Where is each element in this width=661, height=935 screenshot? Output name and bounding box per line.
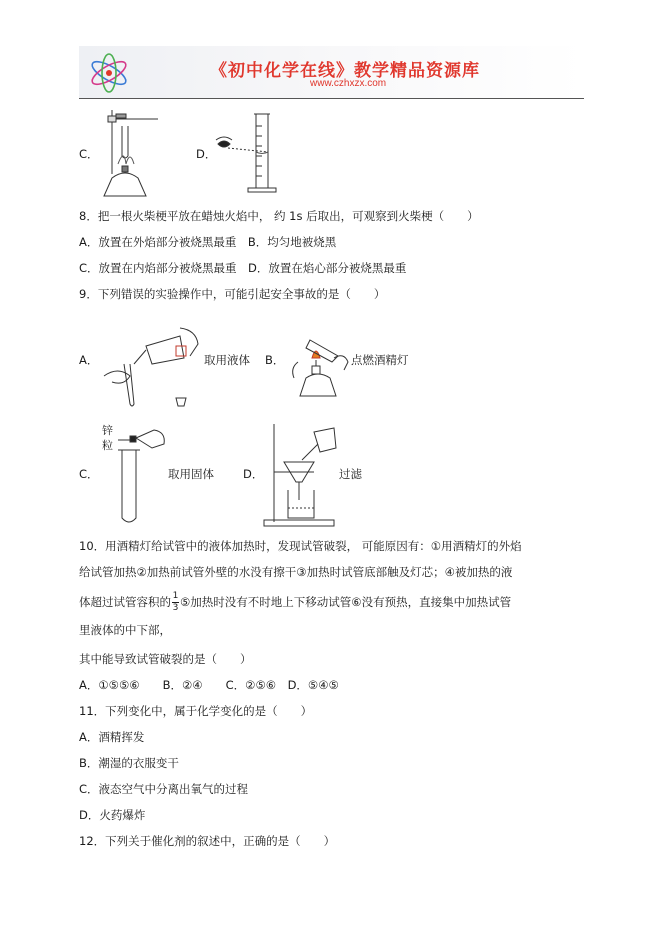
- q9-stem: 9．下列错误的实验操作中，可能引起安全事故的是（ ）: [79, 287, 386, 301]
- q8-stem: 8．把一根火柴梗平放在蜡烛火焰中， 约 1s 后取出，可观察到火柴梗（ ）: [79, 209, 479, 223]
- q11-option-c: C．液态空气中分离出氧气的过程: [79, 782, 249, 796]
- q10-line5: 其中能导致试管破裂的是（ ）: [79, 652, 252, 666]
- one-third-fraction: [172, 592, 179, 613]
- q11-option-d: D．火药爆炸: [79, 808, 146, 822]
- filtration-setup-figure: [262, 418, 340, 528]
- adding-solid-figure: [114, 422, 170, 526]
- q10-line3-pre: 体超过试管容积的: [79, 595, 171, 609]
- q9-label-a: 取用液体: [204, 353, 250, 367]
- q9-option-a: A．: [79, 353, 99, 367]
- zinc-label-2: 粒: [102, 439, 113, 452]
- lighting-alcohol-lamp-figure: [286, 322, 352, 402]
- q9-option-d: D．: [243, 467, 264, 481]
- q10-line3: [79, 592, 511, 613]
- q11-stem: 11．下列变化中，属于化学变化的是（ ）: [79, 704, 313, 718]
- q10-options: A．①⑤⑤⑥ B．②④ C．②⑤⑥ D．⑤④⑤: [79, 678, 339, 692]
- site-url: www.czhxzx.com: [310, 78, 387, 89]
- q8-options-row2: C．放置在内焰部分被烧黑最重 D．放置在焰心部分被烧黑最重: [79, 261, 407, 275]
- atom-logo-icon: [88, 52, 130, 94]
- graduated-cylinder-reading-figure: [214, 108, 294, 194]
- zinc-label-1: 锌: [102, 424, 113, 437]
- q7-option-c: C．: [79, 147, 99, 161]
- q10-line3-post: ⑤加热时没有不时地上下移动试管⑥没有预热，直接集中加热试管: [180, 595, 512, 609]
- q10-line1: 10．用酒精灯给试管中的液体加热时，发现试管破裂， 可能原因有：①用酒精灯的外焰: [79, 539, 522, 553]
- site-title: 《初中化学在线》教学精品资源库: [210, 61, 480, 81]
- pouring-liquid-figure: [100, 316, 204, 410]
- q9-option-b: B．: [265, 353, 285, 367]
- heating-apparatus-figure: [98, 104, 188, 200]
- q9-label-d: 过滤: [339, 467, 362, 481]
- q10-line4: 里液体的中下部，: [79, 623, 171, 637]
- fraction-numerator: 1: [172, 591, 179, 601]
- q9-option-c: C．: [79, 467, 99, 481]
- q9-label-c: 取用固体: [168, 467, 214, 481]
- q10-line2: 给试管加热②加热前试管外壁的水没有擦干③加热时试管底部触及灯芯；④被加热的液: [79, 565, 513, 579]
- q12-stem: 12．下列关于催化剂的叙述中，正确的是（ ）: [79, 834, 336, 848]
- fraction-denominator: 3: [172, 603, 179, 613]
- header-divider: [79, 98, 584, 99]
- q11-option-a: A．酒精挥发: [79, 730, 145, 744]
- q11-option-b: B．潮湿的衣服变干: [79, 756, 179, 770]
- q7-option-d: D．: [196, 147, 217, 161]
- q8-options-row1: A．放置在外焰部分被烧黑最重 B．均匀地被烧黑: [79, 235, 337, 249]
- q9-label-b: 点燃酒精灯: [351, 353, 409, 367]
